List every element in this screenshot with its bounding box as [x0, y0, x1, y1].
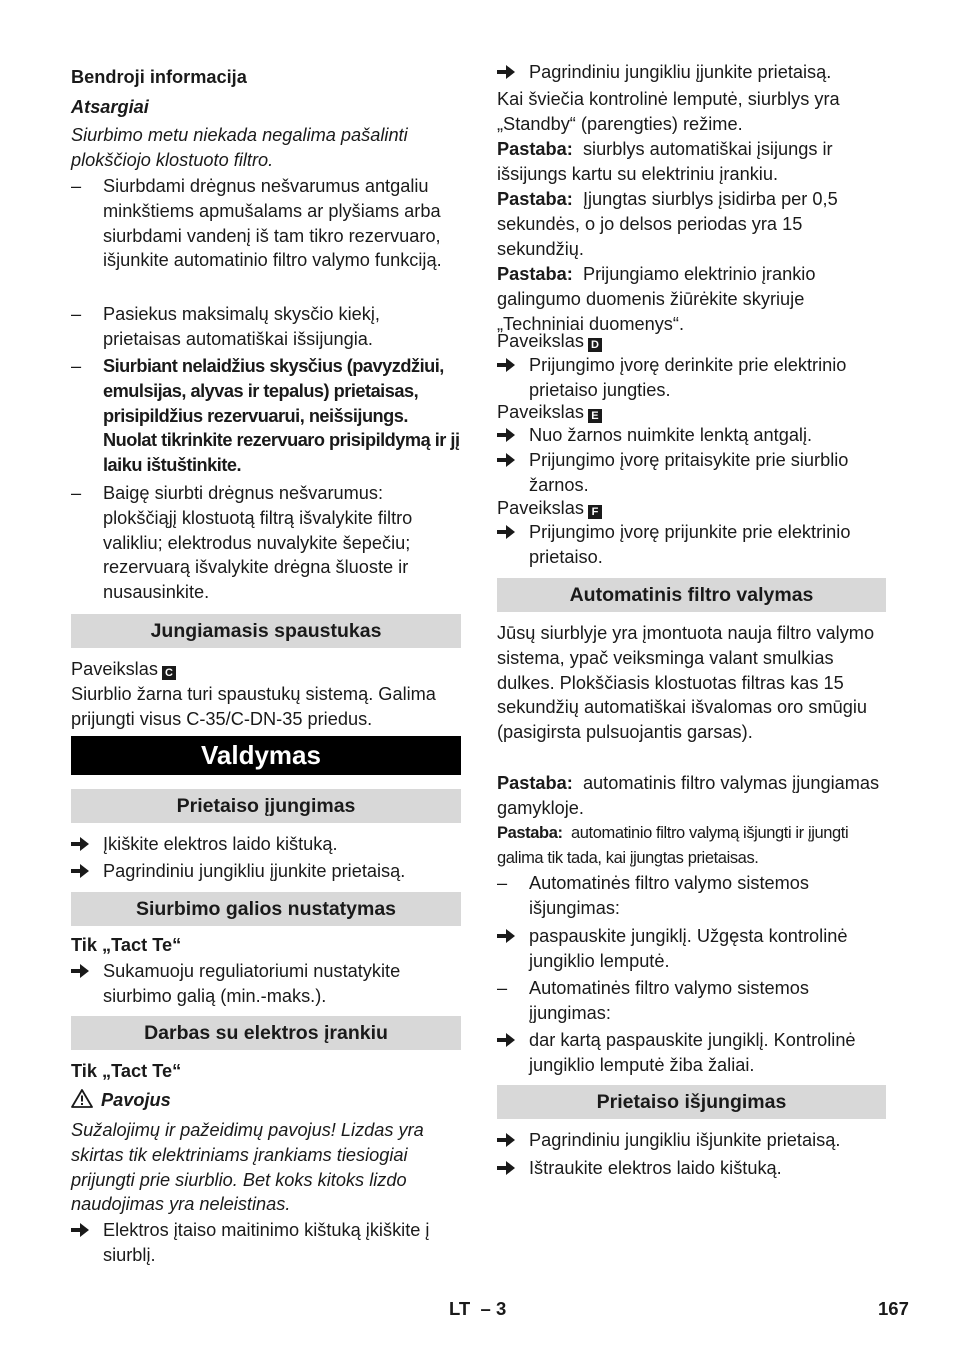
step-text: Pagrindiniu jungikliu išjunkite prietaisą. — [529, 1130, 841, 1150]
arrow-right-icon — [497, 428, 515, 442]
tact-label: Tik „Tact Te“ — [71, 935, 182, 955]
list-item — [71, 302, 461, 352]
list-item-text: Pasiekus maksimalų skysčio kiekį, prietaisas automatiškai išsijungia. — [103, 304, 380, 349]
step-text: Sukamuoju reguliatoriumi nustatykite siurbimo galią (min.-maks.). — [103, 961, 401, 1006]
section-heading-switch-off: Prietaiso išjungimas — [497, 1085, 886, 1119]
step-item — [497, 520, 886, 570]
arrow-right-icon — [497, 1161, 515, 1175]
step-item — [497, 1156, 886, 1181]
step-item — [71, 1218, 461, 1268]
chapter-title: Valdymas — [71, 736, 461, 775]
figure-label: Paveikslas — [71, 659, 158, 679]
figure-label: Paveikslas — [497, 402, 584, 422]
note-text: Įjungtas siurblys įsidirba per 0,5 sekundės, o jo delsos periodas yra 15 sekundžių. — [497, 189, 838, 259]
figure-reference — [497, 496, 886, 521]
step-text: Prijungimo įvorę derinkite prie elektrinio prietaiso jungties. — [529, 355, 847, 400]
footer-language: LT — [449, 1298, 471, 1319]
dash-marker: – — [71, 304, 82, 324]
section-heading-power: Siurbimo galios nustatymas — [71, 892, 461, 926]
danger-text: Sužalojimų ir pažeidimų pavojus! Lizdas yra skirtas tik elektriniams įrankiams tiesiogiai prijungti prie siurblio. Bet koks kitoks lizdo naudojimas yra neleistinas. — [71, 1120, 424, 1215]
step-item — [71, 859, 461, 884]
dash-marker: – — [71, 176, 82, 196]
step-item — [497, 924, 886, 974]
step-text: Prijungimo įvorę prijunkite prie elektrinio prietaiso. — [529, 522, 851, 567]
caution-text: Siurbimo metu niekada negalima pašalinti plokščiojo klostuoto filtro. — [71, 125, 408, 170]
list-item — [71, 174, 461, 273]
step-item — [497, 423, 886, 448]
arrow-right-icon — [71, 837, 89, 851]
caution-label: Atsargiai — [71, 97, 149, 117]
footer-section-page: – 3 — [480, 1298, 507, 1319]
figure-letter-icon: F — [588, 505, 602, 519]
step-item — [497, 1028, 886, 1078]
list-item-text: Siurbiant nelaidžius skysčius (pavyzdžiui, emulsijas, alyvas ir tepalus) prietaisas, prisipildžius rezervuarui, neišsijungs. Nuolat tikrinkite rezervuaro prisipildymą ir jį laiku ištuštinkite. — [103, 356, 460, 476]
arrow-right-icon — [497, 453, 515, 467]
note-label: Pastaba: — [497, 189, 573, 209]
step-text: Pagrindiniu jungikliu įjunkite prietaisą. — [529, 62, 832, 82]
standby-text: Kai šviečia kontrolinė lemputė, siurblys yra „Standby“ (parengties) režime. — [497, 89, 840, 134]
arrow-right-icon — [497, 358, 515, 372]
step-text: paspauskite jungiklį. Užgęsta kontrolinė jungiklio lemputė. — [529, 926, 848, 971]
list-item-text: Baigę siurbti drėgnus nešvarumus: plokščiąjį klostuotą filtrą išvalykite filtro valikliu; elektrodus nuvalykite šepečiu; rezervuarą išvalykite drėgna šluoste ir nusausinkite. — [103, 483, 413, 603]
section-heading-clip: Jungiamasis spaustukas — [71, 614, 461, 648]
section-heading-switch-on: Prietaiso įjungimas — [71, 789, 461, 823]
page-number: 167 — [878, 1298, 909, 1319]
arrow-right-icon — [497, 929, 515, 943]
note-text: automatinio filtro valymą išjungti ir įjungti galima tik tada, kai įjungtas prietaisas. — [497, 824, 849, 867]
arrow-right-icon — [497, 1133, 515, 1147]
figure-reference — [497, 400, 886, 425]
note-label: Pastaba: — [497, 824, 563, 842]
danger-heading — [71, 1088, 461, 1113]
note-text: Prijungiamo elektrinio įrankio galingumo duomenis žiūrėkite skyriuje „Techniniai duomenys“. — [497, 264, 816, 334]
arrow-right-icon — [497, 65, 515, 79]
dash-marker: – — [497, 873, 508, 893]
note-text: automatinis filtro valymas įjungiamas gamykloje. — [497, 773, 880, 818]
note-text: siurblys automatiškai įsijungs ir išsijungs kartu su elektriniu įrankiu. — [497, 139, 833, 184]
dash-marker: – — [497, 978, 508, 998]
tact-label: Tik „Tact Te“ — [71, 1061, 182, 1081]
arrow-right-icon — [497, 1033, 515, 1047]
step-item — [497, 448, 886, 498]
list-item-text: Automatinės filtro valymo sistemos išjungimas: — [529, 873, 809, 918]
note-label: Pastaba: — [497, 264, 573, 284]
note — [497, 262, 886, 336]
general-info-heading: Bendroji informacija — [71, 67, 247, 87]
list-item-text: Automatinės filtro valymo sistemos įjungimas: — [529, 978, 809, 1023]
list-item — [497, 976, 886, 1026]
note — [497, 187, 886, 261]
footer-section — [449, 1297, 506, 1322]
list-item-warning — [71, 354, 461, 478]
clip-text: Siurblio žarna turi spaustukų sistemą. Galima prijungti visus C-35/C-DN-35 priedus. — [71, 684, 436, 729]
figure-reference — [71, 657, 461, 682]
arrow-right-icon — [71, 864, 89, 878]
step-text: Įkiškite elektros laido kištuką. — [103, 834, 338, 854]
figure-letter-icon: D — [588, 338, 602, 352]
list-item — [497, 871, 886, 921]
arrow-right-icon — [71, 1223, 89, 1237]
step-text: Pagrindiniu jungikliu įjunkite prietaisą. — [103, 861, 406, 881]
section-heading-tool: Darbas su elektros įrankiu — [71, 1016, 461, 1050]
figure-label: Paveikslas — [497, 331, 584, 351]
note-label: Pastaba: — [497, 139, 573, 159]
warning-triangle-icon — [71, 1089, 93, 1108]
figure-letter-icon: E — [588, 409, 602, 423]
figure-label: Paveikslas — [497, 498, 584, 518]
dash-marker: – — [71, 356, 81, 376]
note-label: Pastaba: — [497, 773, 573, 793]
arrow-right-icon — [71, 964, 89, 978]
note — [497, 137, 886, 187]
list-item-text: Siurbdami drėgnus nešvarumus antgaliu minkštiems apmušalams ar plyšiams arba siurbdami vandenį iš tam tikro rezervuaro, išjunkite automatinio filtro valymo funkciją. — [103, 176, 442, 271]
step-text: dar kartą paspauskite jungiklį. Kontrolinė jungiklio lemputė žiba žaliai. — [529, 1030, 856, 1075]
note — [497, 821, 886, 871]
figure-reference — [497, 329, 886, 354]
figure-letter-icon: C — [162, 666, 176, 680]
step-item — [497, 353, 886, 403]
step-text: Ištraukite elektros laido kištuką. — [529, 1158, 782, 1178]
filter-text: Jūsų siurblyje yra įmontuota nauja filtro valymo sistema, ypač veiksminga valant smulkias dulkes. Plokščiasis klostuotas filtras kas 15 sekundžių automatiškai išvalomas oro smūgiu (pasigirsta pulsuojantis garsas). — [497, 623, 875, 743]
step-item — [497, 1128, 886, 1153]
danger-label: Pavojus — [101, 1090, 171, 1110]
arrow-right-icon — [497, 525, 515, 539]
step-text: Prijungimo įvorę pritaisykite prie siurblio žarnos. — [529, 450, 849, 495]
step-item — [71, 832, 461, 857]
step-item — [71, 959, 461, 1009]
section-heading-filter: Automatinis filtro valymas — [497, 578, 886, 612]
step-text: Nuo žarnos nuimkite lenktą antgalį. — [529, 425, 813, 445]
note — [497, 771, 886, 821]
step-item — [497, 60, 886, 85]
step-text: Elektros įtaiso maitinimo kištuką įkiškite į siurblį. — [103, 1220, 430, 1265]
list-item — [71, 481, 461, 605]
dash-marker: – — [71, 483, 82, 503]
